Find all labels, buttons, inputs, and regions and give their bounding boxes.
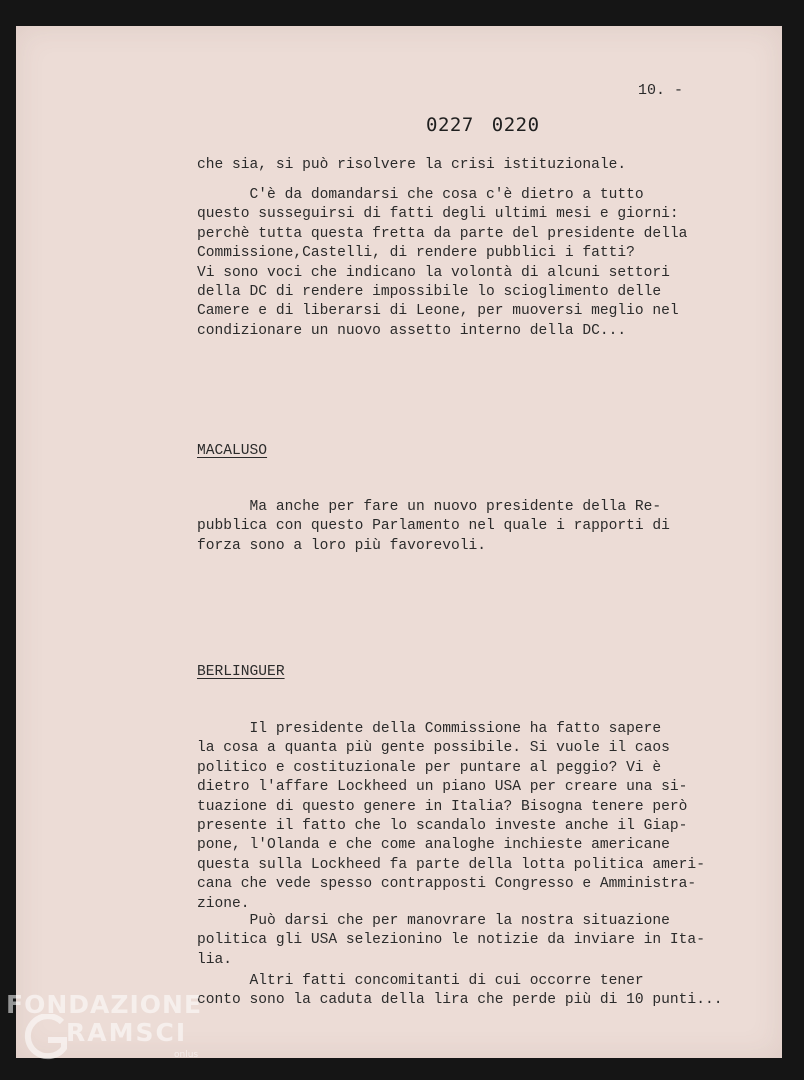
paragraph-6: Altri fatti concomitanti di cui occorre tener conto sono la caduta della lira che perde più di 10 punti...	[197, 973, 723, 1009]
archive-stamp	[426, 114, 558, 136]
watermark-line-2: RAMSCI	[66, 1018, 188, 1047]
paragraph-5: Può darsi che per manovrare la nostra situazione politica gli USA selezionino le notizie da inviare in Ita- lia.	[197, 913, 705, 968]
speaker-macaluso: MACALUSO	[197, 443, 268, 459]
page-number: 10. -	[638, 82, 684, 99]
paragraph-3: Ma anche per fare un nuovo presidente della Re- pubblica con questo Parlamento nel quale i rapporti di forza sono a loro più favorevoli.	[197, 499, 670, 554]
paragraph-2: C'è da domandarsi che cosa c'è dietro a tutto questo susseguirsi di fatti degli ultimi mesi e giorni: perchè tutta questa fretta da parte del presidente della Commissione,Castelli, di rendere pubblici i fatti? Vi sono voci che indicano la volontà di alcuni settori della DC di rendere impossibile lo scioglimento delle Camere e di liberarsi di Leone, per muoversi meglio nel condizionare un nuovo assetto interno della DC...	[197, 187, 688, 339]
watermark-line-3: onlus	[174, 1050, 199, 1060]
stamp-number-right: 0220	[491, 114, 540, 136]
stamp-number-left: 0227	[426, 114, 474, 136]
paragraph-4: Il presidente della Commissione ha fatto sapere la cosa a quanta più gente possibile. Si vuole il caos politico e costituzionale per puntare al peggio? Vi è dietro l'affare Lockheed un piano USA per creare una si- tuazione di questo genere in Italia? Bisogna tenere però presente il fatto che lo scandalo investe anche il Giap- pone, l'Olanda e che come analoghe inchieste americane questa sulla Lockheed fa parte della lotta politica ameri- cana che vede spesso contrapposti Congresso e Amministra- zione.	[197, 721, 705, 912]
speaker-berlinguer: BERLINGUER	[197, 664, 285, 680]
gramsci-g-icon	[24, 1014, 68, 1064]
paragraph-1: che sia, si può risolvere la crisi istituzionale.	[197, 157, 627, 173]
watermark-line-1: FONDAZIONE	[6, 990, 203, 1019]
fondazione-gramsci-watermark	[6, 990, 203, 1060]
